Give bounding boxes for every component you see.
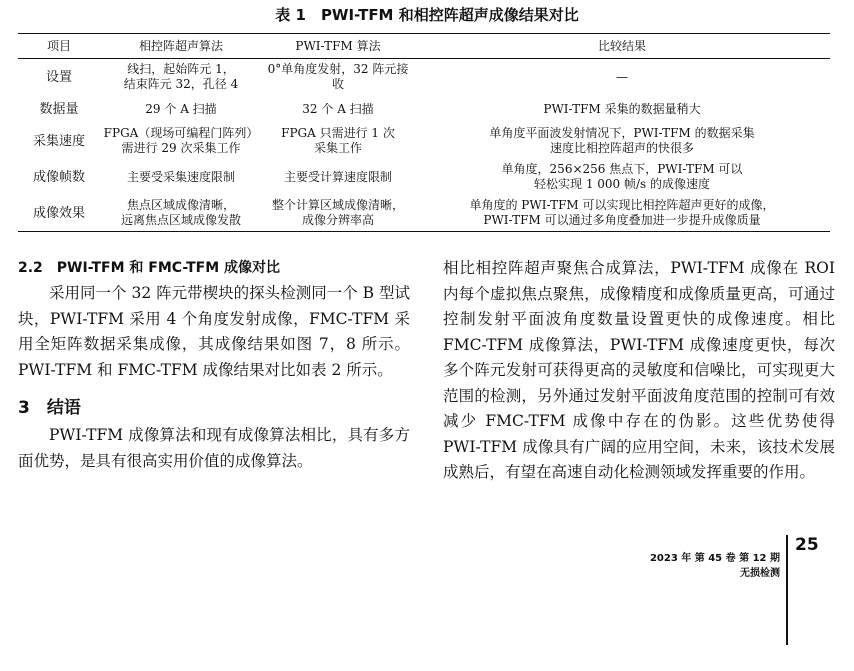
cell-pwi-tfm (262, 59, 414, 96)
footer-divider (786, 535, 788, 645)
cell-phased-array-line: 结束阵元 32，孔径 4 (123, 77, 239, 91)
header-pwi-tfm: PWI-TFM 算法 (262, 34, 414, 59)
section-2-2-paragraph: 采用同一个 32 阵元带楔块的探头检测同一个 B 型试块，PWI-TFM 采用 4 个角度发射成像，FMC-TFM 采用全矩阵数据采集成像，其成像结果如图 7，8 所示。PWI-TFM 和 FMC-TFM 成像结果对比如表 2 所示。 (18, 284, 410, 379)
cell-phased-array-line: 焦点区域成像清晰， (126, 198, 235, 212)
cell-comparison (414, 195, 830, 232)
header-item: 项目 (18, 34, 100, 59)
cell-phased-array (100, 123, 262, 159)
row-item: 采集速度 (32, 133, 85, 149)
cell-comparison (414, 95, 830, 123)
table-row (18, 59, 830, 96)
row-item: 设置 (45, 69, 72, 85)
journal-footer (600, 551, 780, 581)
cell-pwi-tfm (262, 159, 414, 195)
section-3-heading: 3 结语 (18, 398, 81, 418)
cell-phased-array (100, 59, 262, 96)
cell-pwi-tfm (262, 95, 414, 123)
journal-name: 无损检测 (740, 568, 780, 579)
cell-comparison-line: 轻松实现 1 000 帧/s 的成像速度 (534, 177, 710, 191)
left-column (18, 256, 410, 474)
table-row (18, 123, 830, 159)
cell-phased-array-line: 需进行 29 次采集工作 (121, 141, 241, 155)
cell-phased-array-line: 线扫，起始阵元 1， (127, 62, 235, 76)
cell-comparison-line: PWI-TFM 采集的数据量稍大 (543, 101, 701, 116)
cell-pwi-tfm-line: FPGA 只需进行 1 次 (281, 126, 395, 140)
cell-pwi-tfm (262, 195, 414, 232)
table-row (18, 95, 830, 123)
cell-pwi-tfm-line: 采集工作 (313, 141, 362, 155)
cell-pwi-tfm (262, 123, 414, 159)
table-row (18, 195, 830, 232)
journal-issue: 2023 年 第 45 卷 第 12 期 (649, 553, 780, 564)
header-comparison: 比较结果 (414, 34, 830, 59)
cell-comparison-line: 单角度平面波发射情况下，PWI-TFM 的数据采集 (489, 126, 755, 140)
section-2-2-heading: 2.2 PWI-TFM 和 FMC-TFM 成像对比 (18, 260, 281, 276)
cell-comparison (414, 123, 830, 159)
cell-phased-array-line: 远离焦点区域成像发散 (120, 213, 241, 227)
cell-comparison-line: 单角度的 PWI-TFM 可以实现比相控阵超声更好的成像， (469, 198, 775, 212)
right-column-paragraph: 相比相控阵超声聚焦合成算法，PWI-TFM 成像在 ROI 内每个虚拟焦点聚焦，成像精度和成像质量更高，可通过控制发射平面波角度数量设置更快的成像速度。相比 FMC-TFM 成像算法，PWI-TFM 成像速度更快，每次多个阵元发射可获得更高的灵敏度和信噪比，可实现更大范围的检测，另外通过发射平面波角度范围的控制可有效减少 FMC-TFM 成像中存在的伪影。这些优势使得 PWI-TFM 成像具有广阔的应用空间，未来，该技术发展成熟后，有望在高速自动化检测领域发挥重要的作用。 (443, 259, 835, 481)
row-item: 成像帧数 (32, 169, 85, 185)
right-column (443, 256, 835, 486)
cell-phased-array-line: 29 个 A 扫描 (145, 101, 217, 116)
cell-phased-array-line: FPGA（现场可编程门阵列） (103, 126, 259, 140)
table-header-row (18, 34, 830, 59)
row-item: 成像效果 (18, 195, 100, 232)
cell-comparison-line: 单角度，256×256 焦点下，PWI-TFM 可以 (501, 162, 743, 176)
cell-comparison-line: 速度比相控阵超声的快很多 (549, 141, 694, 155)
cell-comparison (414, 59, 830, 96)
cell-phased-array (100, 195, 262, 232)
page-number: 25 (795, 535, 819, 555)
cell-comparison-line: PWI-TFM 可以通过多角度叠加进一步提升成像质量 (483, 213, 761, 227)
cell-phased-array (100, 159, 262, 195)
cell-pwi-tfm-line: 0°单角度发射，32 阵元接收 (267, 62, 409, 91)
cell-pwi-tfm-line: 成像分辨率高 (301, 213, 374, 227)
cell-pwi-tfm-line: 主要受计算速度限制 (283, 169, 392, 184)
cell-phased-array (100, 95, 262, 123)
header-phased-array: 相控阵超声算法 (100, 34, 262, 59)
section-3-paragraph: PWI-TFM 成像算法和现有成像算法相比，具有多方面优势，是具有很高实用价值的成像算法。 (18, 426, 410, 470)
row-item: 数据量 (39, 101, 79, 117)
cell-phased-array-line: 主要受采集速度限制 (126, 169, 235, 184)
comparison-table (18, 33, 830, 232)
table-title: 表 1 PWI-TFM 和相控阵超声成像结果对比 (275, 6, 579, 24)
cell-comparison-line: — (616, 69, 628, 84)
cell-pwi-tfm-line: 整个计算区域成像清晰， (271, 198, 404, 212)
table-row (18, 159, 830, 195)
cell-comparison (414, 159, 830, 195)
cell-pwi-tfm-line: 32 个 A 扫描 (302, 101, 374, 116)
